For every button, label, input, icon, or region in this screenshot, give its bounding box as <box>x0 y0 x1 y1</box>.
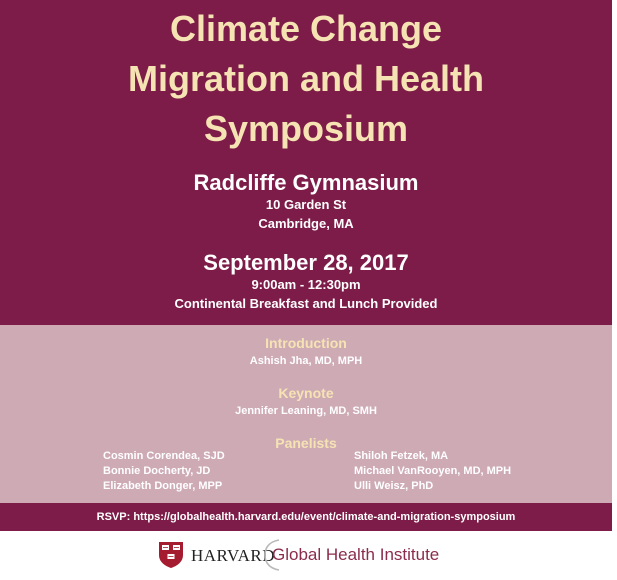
panelist: Bonnie Docherty, JD <box>103 465 211 477</box>
keynote-speaker: Jennifer Leaning, MD, SMH <box>235 405 377 417</box>
panelists-right <box>354 449 511 494</box>
institute-wordmark: Global Health Institute <box>272 545 440 564</box>
venue-street: 10 Garden St <box>265 197 347 212</box>
harvard-ghi-logo <box>158 538 448 572</box>
panelist: Ulli Weisz, PhD <box>354 480 434 492</box>
program-panel <box>0 325 612 503</box>
title-line-2: Migration and Health <box>127 58 484 99</box>
event-title <box>0 4 612 154</box>
title-line-3: Symposium <box>203 108 409 149</box>
harvard-shield-icon <box>158 541 184 569</box>
venue-name: Radcliffe Gymnasium <box>193 170 419 195</box>
event-date: September 28, 2017 <box>203 250 409 275</box>
panelist: Shiloh Fetzek, MA <box>354 450 449 462</box>
venue-city: Cambridge, MA <box>258 216 354 231</box>
keynote-heading: Keynote <box>278 385 334 401</box>
panelists-left <box>103 449 225 494</box>
panelist: Elizabeth Donger, MPP <box>103 480 223 492</box>
intro-heading: Introduction <box>265 335 347 351</box>
meals-note: Continental Breakfast and Lunch Provided <box>174 296 438 311</box>
harvard-wordmark: HARVARD <box>191 546 276 565</box>
event-time: 9:00am - 12:30pm <box>251 277 361 292</box>
panelist: Michael VanRooyen, MD, MPH <box>354 465 512 477</box>
panel-heading: Panelists <box>275 435 337 451</box>
title-line-1: Climate Change <box>169 8 443 49</box>
intro-speaker: Ashish Jha, MD, MPH <box>249 355 363 367</box>
panelist: Cosmin Corendea, SJD <box>103 450 225 462</box>
rsvp-link[interactable]: RSVP: https://globalhealth.harvard.edu/event/climate-and-migration-symposium <box>0 503 612 531</box>
